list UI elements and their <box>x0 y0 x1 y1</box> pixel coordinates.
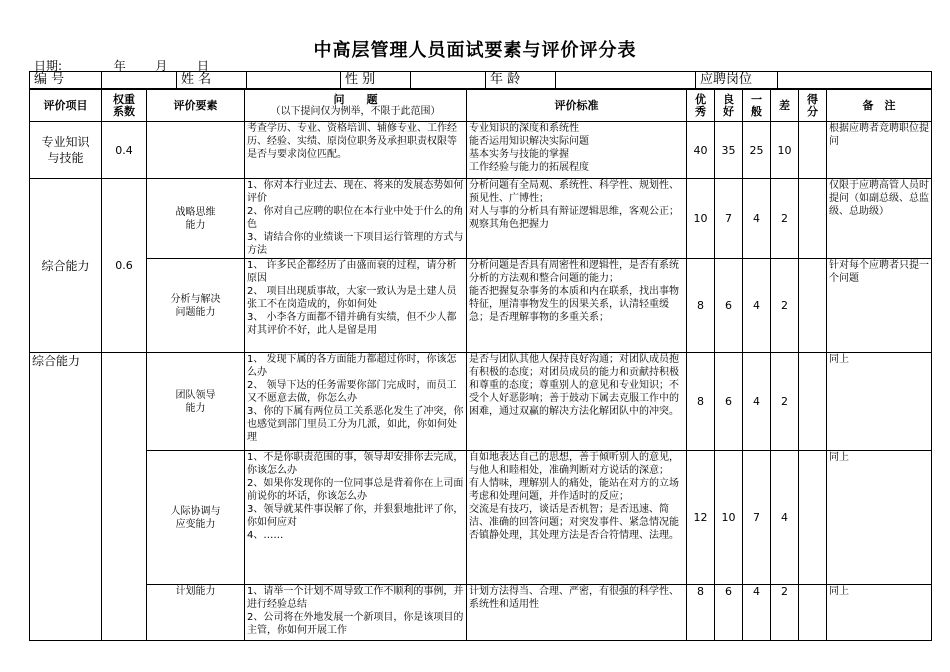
row-question: 1、请举一个计划不周导致工作不顺利的事例，并进行经验总结 2、公司将在外地发展一个新项目，你是该项目的主管，你如何开展工作 <box>245 585 467 641</box>
header-item: 评价项目 <box>30 90 102 122</box>
score-excellent: 10 <box>687 179 715 259</box>
row-standard: 计划方法得当、合理、严密，有很强的科学性、系统性和适用性 <box>467 585 687 641</box>
row-item: 综合能力 <box>30 353 102 641</box>
name-field[interactable] <box>247 72 341 89</box>
row-standard: 分析问题是否具有周密性和逻辑性，是否有系统分析的方法观和整合问题的能力； 能否把握复杂事务的本质和内在联系，找出事物特征，厘清事物发生的因果关系，认清轻重缓急；是否理解事物的多重关系； <box>467 259 687 353</box>
score-poor: 2 <box>771 585 799 641</box>
row-standard: 专业知识的深度和系统性 能否运用知识解决实际问题 基本实务与技能的掌握 工作经验与能力的拓展程度 <box>467 122 687 179</box>
score-poor: 2 <box>771 179 799 259</box>
position-field[interactable] <box>778 72 932 89</box>
header-question-title: 问 题 <box>333 92 378 106</box>
row-item: 专业知识 与技能 <box>30 122 102 179</box>
row-element: 团队领导 能力 <box>147 353 245 451</box>
row-remark: 针对每个应聘者只提一个问题 <box>827 259 932 353</box>
score-input[interactable] <box>799 179 827 259</box>
row-element: 计划能力 <box>147 585 245 641</box>
score-input[interactable] <box>799 451 827 585</box>
row-element: 分析与解决 问题能力 <box>147 259 245 353</box>
header-remark: 备 注 <box>827 90 932 122</box>
row-element: 人际协调与 应变能力 <box>147 451 245 585</box>
score-input[interactable] <box>799 353 827 451</box>
row-remark: 根据应聘者竞聘职位提问 <box>827 122 932 179</box>
header-standard: 评价标准 <box>467 90 687 122</box>
header-question <box>245 90 467 122</box>
table-row <box>30 259 932 353</box>
score-good: 10 <box>715 451 743 585</box>
header-weight: 权重 系数 <box>102 90 147 122</box>
row-standard: 自如地表达自己的思想，善于倾听别人的意见，与他人和睦相处，准确判断对方说话的深意； 有人情味，理解别人的痛处，能站在对方的立场考虑和处理问题，并作适时的反应； 交流是有技巧，谈话是否机智；是否迅速、简洁、准确的回答问题；对突发事件、紧急情况能否镇静处理，其处理方法是否合符情理、法理。 <box>467 451 687 585</box>
score-excellent: 8 <box>687 585 715 641</box>
row-question: 1、 发现下属的各方面能力都超过你时，你该怎么办 2、 领导下达的任务需要你部门完成时，而员工又不愿意去做，你怎么办 3、你的下属有两位员工关系恶化发生了冲突，你也感觉到部门里员工分为几派，如此，你如何处理 <box>245 353 467 451</box>
row-remark: 同上 <box>827 585 932 641</box>
score-excellent: 8 <box>687 353 715 451</box>
score-good: 6 <box>715 259 743 353</box>
table-row <box>30 585 932 641</box>
score-average: 4 <box>743 353 771 451</box>
applicant-info-table <box>29 71 932 89</box>
age-label: 年 龄 <box>486 72 556 89</box>
score-average: 7 <box>743 451 771 585</box>
score-average: 4 <box>743 179 771 259</box>
form-title: 中高层管理人员面试要素与评价评分表 <box>313 40 637 61</box>
table-row <box>30 353 932 451</box>
row-question: 考查学历、专业、资格培训、辅修专业、工作经历、经验、实绩、原岗位职务及承担职责权限等是否与要求岗位匹配。 <box>245 122 467 179</box>
score-good: 6 <box>715 353 743 451</box>
age-field[interactable] <box>556 72 696 89</box>
header-average: 一 般 <box>743 90 771 122</box>
name-label: 姓 名 <box>177 72 247 89</box>
row-remark: 仅限于应聘高管人员时提问（如副总级、总监级、总助级） <box>827 179 932 259</box>
row-remark: 同上 <box>827 353 932 451</box>
row-remark: 同上 <box>827 451 932 585</box>
row-weight <box>102 353 147 641</box>
date-day: 日 <box>197 59 210 73</box>
header-question-note: （以下提问仅为例举，不限于此范围） <box>270 105 441 117</box>
row-weight: 0.4 <box>102 122 147 179</box>
score-input[interactable] <box>799 585 827 641</box>
header-excellent: 优 秀 <box>687 90 715 122</box>
row-standard: 是否与团队其他人保持良好沟通；对团队成员抱有积极的态度；对团员成员的能力和贡献持积极和尊重的态度；尊重别人的意见和专业知识；不受个人好恶影响；善于鼓动下属去克服工作中的困难，通过双赢的解决方法化解团队中的冲突。 <box>467 353 687 451</box>
table-row <box>30 122 932 179</box>
score-good: 7 <box>715 179 743 259</box>
row-item: 综合能力 <box>30 179 102 353</box>
row-element: 战略思维 能力 <box>147 179 245 259</box>
row-question: 1、不是你职责范围的事，领导却安排你去完成，你该怎么办 2、如果你发现你的一位同事总是背着你在上司面前说你的坏话，你该怎么办 3、领导就某件事误解了你，并狠狠地批评了你，你如何应对 4、…… <box>245 451 467 585</box>
evaluation-table <box>29 89 932 641</box>
score-good: 6 <box>715 585 743 641</box>
gender-label: 性 别 <box>341 72 411 89</box>
code-label: 编 号 <box>30 72 102 89</box>
table-row <box>30 179 932 259</box>
header-good: 良 好 <box>715 90 743 122</box>
score-poor: 4 <box>771 451 799 585</box>
row-question: 1、你对本行业过去、现在、将来的发展态势如何评价 2、你对自己应聘的职位在本行业中处于什么的角色 3、请结合你的业绩谈一下项目运行管理的方式与方法 <box>245 179 467 259</box>
gender-field[interactable] <box>411 72 486 89</box>
score-poor: 2 <box>771 353 799 451</box>
date-label: 日期: <box>34 59 63 73</box>
date-month: 月 <box>155 59 168 73</box>
score-input[interactable] <box>799 122 827 179</box>
score-poor: 2 <box>771 259 799 353</box>
score-average: 4 <box>743 585 771 641</box>
score-excellent: 40 <box>687 122 715 179</box>
score-poor: 10 <box>771 122 799 179</box>
row-standard: 分析问题有全局观、系统性、科学性、规划性、预见性、广博性； 对人与事的分析具有辩证逻辑思维，客观公正； 观察其角色把握力 <box>467 179 687 259</box>
table-row <box>30 451 932 585</box>
row-weight: 0.6 <box>102 179 147 353</box>
score-excellent: 12 <box>687 451 715 585</box>
code-field[interactable] <box>102 72 177 89</box>
score-input[interactable] <box>799 259 827 353</box>
position-label: 应聘岗位 <box>696 72 778 89</box>
date-year: 年 <box>113 59 126 73</box>
row-question: 1、 许多民企都经历了由盛而衰的过程，请分析原因 2、 项目出现质事故，大家一致认为是土建人员张工不在岗造成的，你如何处 3、 小李各方面都不错并确有实绩，但不少人都对其评价不好，此人是留是用 <box>245 259 467 353</box>
score-excellent: 8 <box>687 259 715 353</box>
row-element <box>147 122 245 179</box>
header-poor: 差 <box>771 90 799 122</box>
header-score: 得 分 <box>799 90 827 122</box>
score-good: 35 <box>715 122 743 179</box>
score-average: 25 <box>743 122 771 179</box>
score-average: 4 <box>743 259 771 353</box>
header-element: 评价要素 <box>147 90 245 122</box>
